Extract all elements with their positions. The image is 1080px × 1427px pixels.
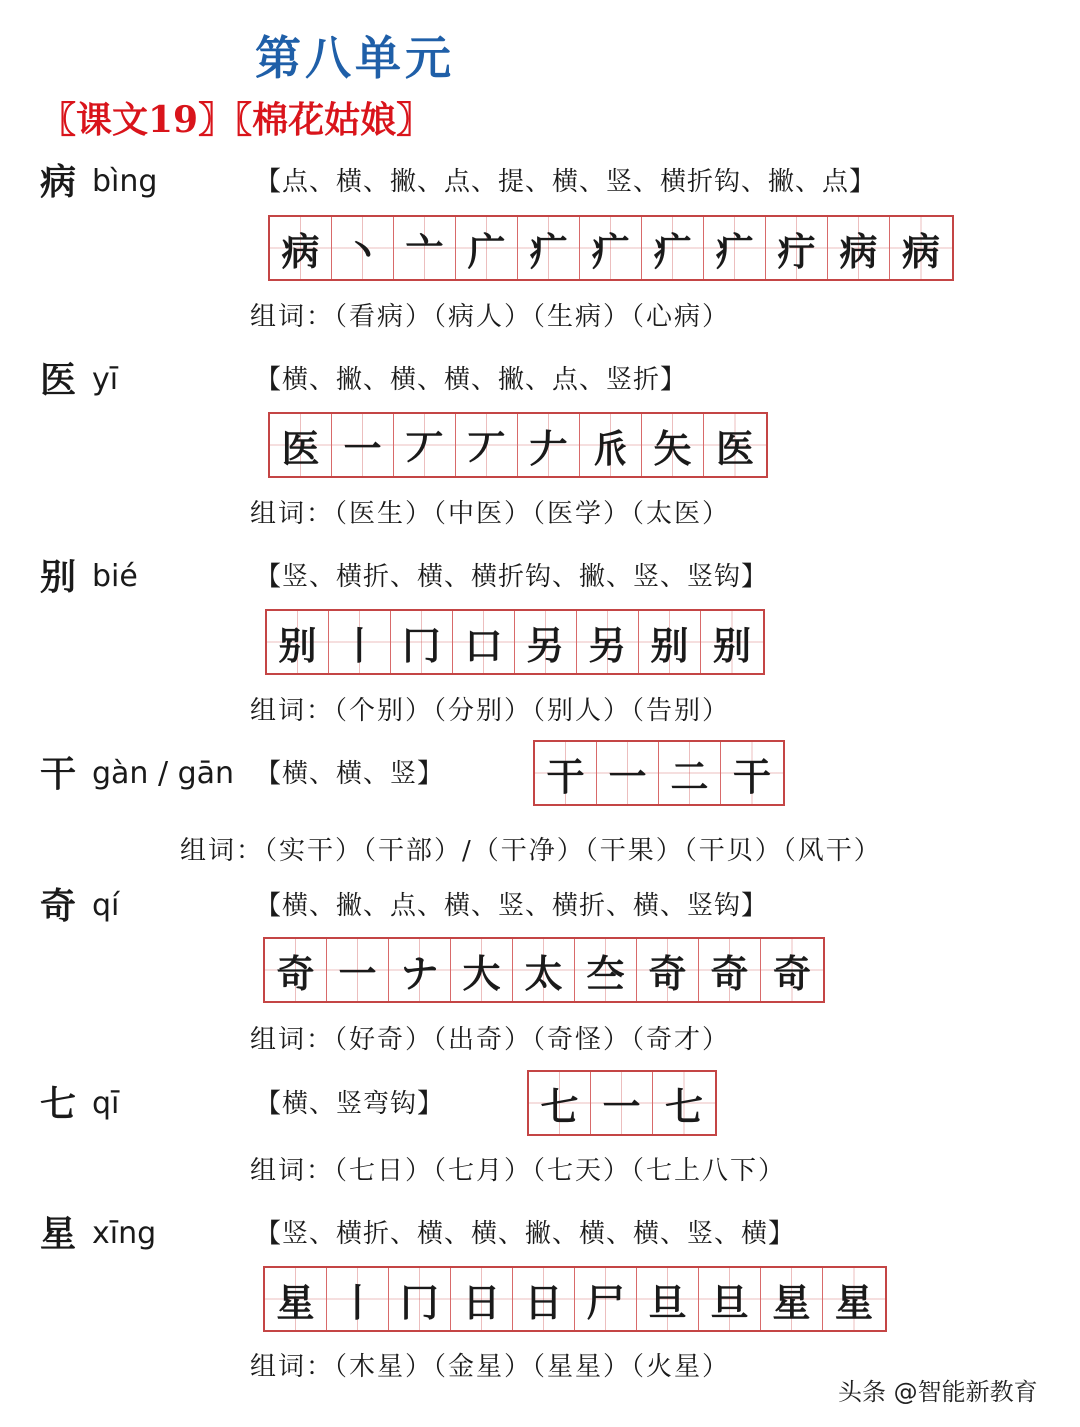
stroke-cell-glyph: 疒 <box>653 229 692 274</box>
stroke-cell-glyph: 丨 <box>338 1280 377 1325</box>
stroke-cell <box>699 939 761 1001</box>
stroke-cell <box>270 217 332 279</box>
stroke-cell-glyph: 疔 <box>777 229 816 274</box>
stroke-cell <box>701 611 763 673</box>
stroke-cell <box>639 611 701 673</box>
watermark: 头条 @智能新教育 <box>838 1378 1038 1406</box>
stroke-cell-glyph: 星 <box>276 1280 315 1325</box>
stroke-cell-glyph: 干 <box>546 754 585 799</box>
stroke-cell <box>823 1268 885 1330</box>
stroke-cell-glyph: 星 <box>772 1280 811 1325</box>
stroke-cell <box>575 939 637 1001</box>
stroke-cell <box>580 217 642 279</box>
stroke-cell-glyph: 别 <box>278 623 317 668</box>
stroke-order: 【点、横、撇、点、提、横、竖、横折钩、撇、点】 <box>255 167 877 197</box>
stroke-cell <box>456 414 518 476</box>
stroke-grid <box>527 1070 717 1136</box>
stroke-cell-glyph: 一 <box>608 754 647 799</box>
entry-char: 奇 <box>40 885 77 927</box>
stroke-cell <box>575 1268 637 1330</box>
word-list: 组词：（看病）（病人）（生病）（心病） <box>250 302 731 332</box>
stroke-cell <box>394 414 456 476</box>
entry-char: 病 <box>40 161 77 203</box>
stroke-cell <box>515 611 577 673</box>
entry-char: 医 <box>40 359 77 401</box>
stroke-cell-glyph: 丆 <box>467 426 506 471</box>
stroke-cell-glyph: ナ <box>400 951 439 996</box>
word-list: 组词：（七日）（七月）（七天）（七上八下） <box>250 1156 787 1186</box>
stroke-cell-glyph: 丆 <box>405 426 444 471</box>
stroke-cell <box>721 742 783 804</box>
stroke-cell-glyph: 冂 <box>402 623 441 668</box>
stroke-cell <box>332 414 394 476</box>
stroke-cell-glyph: 日 <box>524 1280 563 1325</box>
stroke-cell <box>518 414 580 476</box>
stroke-cell <box>642 217 704 279</box>
stroke-cell <box>890 217 952 279</box>
stroke-cell-glyph: 别 <box>712 623 751 668</box>
stroke-cell-glyph: 七 <box>540 1084 579 1129</box>
stroke-order: 【竖、横折、横、横折钩、撇、竖、竖钩】 <box>255 562 769 592</box>
stroke-cell <box>761 1268 823 1330</box>
stroke-cell <box>828 217 890 279</box>
stroke-cell <box>451 939 513 1001</box>
stroke-cell-glyph: 二 <box>670 754 709 799</box>
entry-char: 干 <box>40 753 77 795</box>
stroke-cell <box>642 414 704 476</box>
stroke-cell <box>761 939 823 1001</box>
stroke-cell <box>391 611 453 673</box>
entry-char: 七 <box>40 1083 77 1125</box>
stroke-cell-glyph: 一 <box>338 951 377 996</box>
stroke-cell-glyph: 一 <box>343 426 382 471</box>
entry-pinyin: yī <box>92 362 119 397</box>
entry-pinyin: xīng <box>92 1216 157 1251</box>
stroke-order: 【横、横、竖】 <box>255 759 445 789</box>
stroke-cell <box>637 939 699 1001</box>
stroke-cell <box>451 1268 513 1330</box>
word-list: 组词：（实干）（干部）/（干净）（干果）（干贝）（风干） <box>180 836 882 866</box>
stroke-cell <box>270 414 332 476</box>
stroke-cell-glyph: 医 <box>281 426 320 471</box>
stroke-cell-glyph: 太 <box>524 951 563 996</box>
word-list: 组词：（医生）（中医）（医学）（太医） <box>250 499 731 529</box>
stroke-cell-glyph: 尸 <box>586 1280 625 1325</box>
stroke-cell-glyph: 夳 <box>586 951 625 996</box>
stroke-order: 【竖、横折、横、横、撇、横、横、竖、横】 <box>255 1219 796 1249</box>
stroke-order: 【横、撇、横、横、撇、点、竖折】 <box>255 365 688 395</box>
stroke-grid <box>268 412 768 478</box>
stroke-cell-glyph: 𠂇 <box>529 426 568 471</box>
stroke-cell <box>513 1268 575 1330</box>
stroke-cell <box>327 939 389 1001</box>
stroke-cell <box>518 217 580 279</box>
stroke-grid <box>263 937 825 1003</box>
entry-pinyin: qí <box>92 888 120 923</box>
stroke-cell-glyph: 疒 <box>529 229 568 274</box>
stroke-cell-glyph: 另 <box>588 623 627 668</box>
unit-title: 第八单元 <box>255 31 455 85</box>
stroke-cell-glyph: 冂 <box>400 1280 439 1325</box>
stroke-cell-glyph: 奇 <box>648 951 687 996</box>
stroke-cell <box>591 1072 653 1134</box>
stroke-cell-glyph: 亠 <box>405 229 444 274</box>
stroke-cell <box>637 1268 699 1330</box>
stroke-cell-glyph: 广 <box>467 229 506 274</box>
stroke-cell <box>394 217 456 279</box>
stroke-cell <box>329 611 391 673</box>
stroke-cell-glyph: 病 <box>281 229 320 274</box>
stroke-cell-glyph: 病 <box>901 229 940 274</box>
stroke-cell <box>699 1268 761 1330</box>
entry-pinyin: bìng <box>92 164 158 199</box>
stroke-cell-glyph: 丶 <box>343 229 382 274</box>
stroke-cell-glyph: 疒 <box>715 229 754 274</box>
stroke-cell-glyph: 医 <box>715 426 754 471</box>
stroke-cell-glyph: 旦 <box>710 1280 749 1325</box>
stroke-cell-glyph: 日 <box>462 1280 501 1325</box>
stroke-cell <box>766 217 828 279</box>
stroke-cell-glyph: 奇 <box>772 951 811 996</box>
stroke-cell <box>580 414 642 476</box>
stroke-cell <box>456 217 518 279</box>
stroke-cell <box>267 611 329 673</box>
stroke-cell-glyph: 奇 <box>276 951 315 996</box>
stroke-cell-glyph: 病 <box>839 229 878 274</box>
stroke-cell <box>577 611 639 673</box>
stroke-cell-glyph: 另 <box>526 623 565 668</box>
stroke-cell <box>529 1072 591 1134</box>
stroke-cell <box>389 939 451 1001</box>
stroke-cell-glyph: 一 <box>602 1084 641 1129</box>
stroke-cell <box>332 217 394 279</box>
stroke-cell <box>535 742 597 804</box>
word-list: 组词：（个别）（分别）（别人）（告别） <box>250 696 731 726</box>
stroke-cell-glyph: 奇 <box>710 951 749 996</box>
stroke-cell <box>653 1072 715 1134</box>
stroke-cell-glyph: 大 <box>462 951 501 996</box>
stroke-cell <box>265 939 327 1001</box>
stroke-grid <box>263 1266 887 1332</box>
stroke-grid <box>265 609 765 675</box>
stroke-cell-glyph: 疒 <box>591 229 630 274</box>
stroke-cell <box>513 939 575 1001</box>
stroke-cell-glyph: 𠂢 <box>591 426 630 471</box>
stroke-cell-glyph: 口 <box>464 623 503 668</box>
word-list: 组词：（好奇）（出奇）（奇怪）（奇才） <box>250 1025 731 1055</box>
stroke-cell-glyph: 星 <box>834 1280 873 1325</box>
stroke-cell-glyph: 七 <box>664 1084 703 1129</box>
entry-char: 星 <box>40 1213 77 1255</box>
stroke-order: 【横、撇、点、横、竖、横折、横、竖钩】 <box>255 891 769 921</box>
stroke-cell-glyph: 别 <box>650 623 689 668</box>
stroke-cell-glyph: 旦 <box>648 1280 687 1325</box>
word-list: 组词：（木星）（金星）（星星）（火星） <box>250 1352 731 1382</box>
entry-char: 别 <box>40 556 77 598</box>
entry-pinyin: bié <box>92 559 138 594</box>
stroke-cell <box>327 1268 389 1330</box>
stroke-grid <box>268 215 954 281</box>
stroke-cell <box>704 217 766 279</box>
stroke-cell <box>597 742 659 804</box>
stroke-cell <box>453 611 515 673</box>
entry-pinyin: qī <box>92 1086 120 1121</box>
stroke-grid <box>533 740 785 806</box>
stroke-cell <box>659 742 721 804</box>
stroke-cell-glyph: 矢 <box>653 426 692 471</box>
entry-pinyin: gàn / gān <box>92 756 235 791</box>
stroke-cell-glyph: 干 <box>732 754 771 799</box>
stroke-cell <box>704 414 766 476</box>
stroke-cell-glyph: 丨 <box>340 623 379 668</box>
stroke-cell <box>389 1268 451 1330</box>
lesson-title: 〖课文19〗〖棉花姑娘〗 <box>40 99 433 141</box>
stroke-cell <box>265 1268 327 1330</box>
stroke-order: 【横、竖弯钩】 <box>255 1089 445 1119</box>
